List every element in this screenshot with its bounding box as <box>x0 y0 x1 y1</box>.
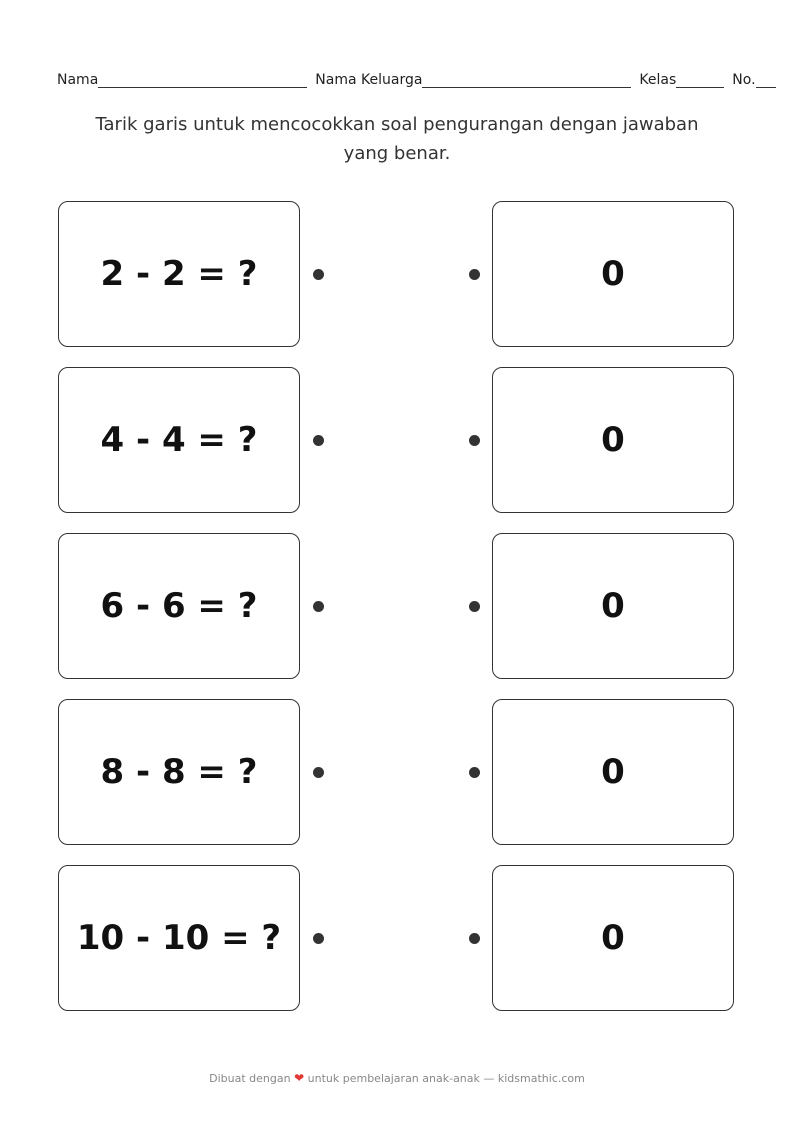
question-card: 2 - 2 = ? <box>58 201 300 347</box>
question-card: 6 - 6 = ? <box>58 533 300 679</box>
family-name-field-line[interactable] <box>422 73 631 88</box>
heart-icon: ❤ <box>294 1071 305 1085</box>
footer-credit <box>0 1071 794 1085</box>
answer-connector-dot[interactable] <box>469 269 480 280</box>
number-field-line[interactable] <box>756 73 776 88</box>
answer-connector-dot[interactable] <box>469 601 480 612</box>
class-label: Kelas <box>639 72 677 88</box>
answer-connector-dot[interactable] <box>469 435 480 446</box>
name-label: Nama <box>57 72 99 88</box>
answer-connector-dot[interactable] <box>469 933 480 944</box>
answer-connector-dot[interactable] <box>469 767 480 778</box>
footer-suffix: untuk pembelajaran anak-anak — kidsmathic.com <box>307 1072 585 1085</box>
question-connector-dot[interactable] <box>313 435 324 446</box>
answer-card: 0 <box>492 533 734 679</box>
question-connector-dot[interactable] <box>313 601 324 612</box>
question-connector-dot[interactable] <box>313 269 324 280</box>
question-card: 4 - 4 = ? <box>58 367 300 513</box>
student-info-header <box>57 68 794 88</box>
instructions-text: Tarik garis untuk mencocokkan soal pengurangan dengan jawaban yang benar. <box>95 114 699 164</box>
answer-card: 0 <box>492 865 734 1011</box>
family-name-label: Nama Keluarga <box>315 72 423 88</box>
answer-card: 0 <box>492 367 734 513</box>
question-card: 10 - 10 = ? <box>58 865 300 1011</box>
question-connector-dot[interactable] <box>313 933 324 944</box>
answer-card: 0 <box>492 201 734 347</box>
question-card: 8 - 8 = ? <box>58 699 300 845</box>
footer-prefix: Dibuat dengan <box>209 1072 291 1085</box>
class-field-line[interactable] <box>676 73 724 88</box>
question-connector-dot[interactable] <box>313 767 324 778</box>
number-label: No. <box>732 72 756 88</box>
name-field-line[interactable] <box>98 73 307 88</box>
answer-card: 0 <box>492 699 734 845</box>
